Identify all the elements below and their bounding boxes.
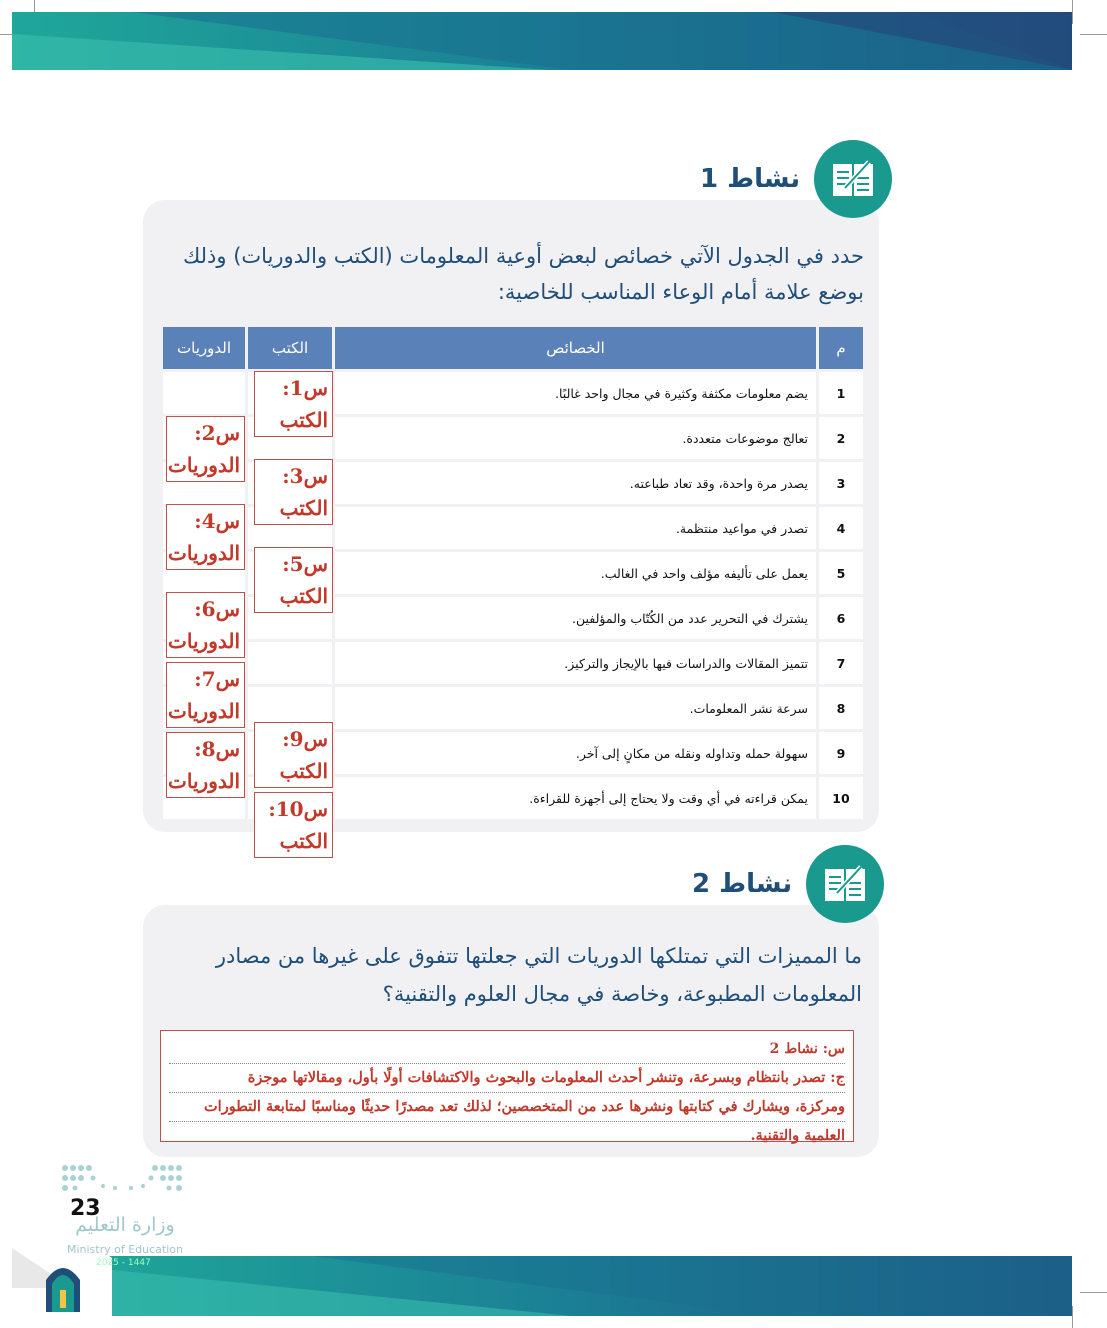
row-num: 5: [819, 552, 863, 594]
activity2-question: ما المميزات التي تمتلكها الدوريات التي جعلتها تتفوق على غيرها من مصادر المعلومات المطبوعة، وخاصة في مجال العلوم والتقنية؟: [215, 944, 862, 1006]
answer-value: الدوريات: [168, 769, 240, 793]
row-num: 7: [819, 642, 863, 684]
bottom-banner: [12, 1256, 1072, 1316]
row-property: سهولة حمله وتداوله ونقله من مكانٍ إلى آخر.: [335, 732, 816, 774]
answer-label: س2:: [194, 421, 240, 445]
answer-label: س3:: [282, 464, 328, 488]
page-number: 23: [70, 1196, 101, 1221]
row-property: يضم معلومات مكثفة وكثيرة في مجال واحد غالبًا.: [335, 372, 816, 414]
answer-value: الكتب: [279, 496, 328, 520]
answer-box-q8[interactable]: [166, 732, 245, 798]
answer-line: العلمية والتقنية.: [750, 1127, 845, 1144]
row-num: 4: [819, 507, 863, 549]
answer-label: س5:: [282, 552, 328, 576]
notebook-pen-icon: [829, 158, 877, 200]
answer-value: الدوريات: [168, 541, 240, 565]
row-property: تعالج موضوعات متعددة.: [335, 417, 816, 459]
notebook-pen-icon: [821, 863, 869, 905]
answer-box-q1[interactable]: [254, 371, 333, 437]
crop-mark: [1072, 0, 1073, 24]
emblem-icon: [40, 1254, 86, 1314]
answer-value: الكتب: [279, 584, 328, 608]
crop-mark: [1080, 1292, 1107, 1293]
answer-box-q6[interactable]: [166, 592, 245, 658]
row-num: 2: [819, 417, 863, 459]
answer-label: س1:: [282, 376, 328, 400]
row-property: يمكن قراءته في أي وقت ولا يحتاج إلى أجهزة للقراءة.: [335, 777, 816, 819]
answer-line: ج: تصدر بانتظام وبسرعة، وتنشر أحدث المعلومات والبحوث والاكتشافات أولًا بأول، ومقالاتها موجزة: [169, 1064, 845, 1093]
activity2-header: [692, 845, 884, 923]
answer-label: س6:: [194, 597, 240, 621]
answer-value: الدوريات: [168, 453, 240, 477]
answer-box-q4[interactable]: [166, 504, 245, 570]
answer-label: س9:: [282, 727, 328, 751]
books-cell: [248, 642, 332, 684]
activity1-header: [700, 140, 892, 218]
answer-value: الدوريات: [168, 699, 240, 723]
ministry-name-en: Ministry of Education: [66, 1243, 183, 1256]
answer-line: س: نشاط 2: [169, 1035, 845, 1064]
answer-box-q3[interactable]: [254, 459, 333, 525]
top-banner: [12, 12, 1072, 70]
row-num: 10: [819, 777, 863, 819]
row-num: 9: [819, 732, 863, 774]
answer-label: س8:: [194, 737, 240, 761]
activity2-badge: [806, 845, 884, 923]
answer-line: ومركزة، ويشارك في كتابتها ونشرها عدد من المتخصصين؛ لذلك تعد مصدرًا حديثًا ومناسبًا لمتابعة التطورات: [169, 1093, 845, 1122]
header-books: الكتب: [248, 327, 332, 369]
table-row: [163, 642, 863, 684]
header-property: الخصائص: [335, 327, 816, 369]
row-property: تصدر في مواعيد منتظمة.: [335, 507, 816, 549]
header-num: م: [819, 327, 863, 369]
table-header-row: [163, 327, 863, 369]
row-property: سرعة نشر المعلومات.: [335, 687, 816, 729]
answer-box-q2[interactable]: [166, 416, 245, 482]
activity1-question: حدد في الجدول الآتي خصائص لبعض أوعية المعلومات (الكتب والدوريات) وذلك بوضع علامة أمام الوعاء المناسب للخاصية:: [182, 244, 864, 304]
activity2-answer-box[interactable]: [160, 1030, 854, 1142]
answer-box-q10[interactable]: [254, 792, 333, 858]
row-num: 8: [819, 687, 863, 729]
answer-box-q9[interactable]: [254, 722, 333, 788]
answer-label: س10:: [268, 797, 328, 821]
answer-label: س7:: [194, 667, 240, 691]
answer-value: الدوريات: [168, 629, 240, 653]
row-property: يشترك في التحرير عدد من الكُتّاب والمؤلفين.: [335, 597, 816, 639]
answer-label: س4:: [194, 509, 240, 533]
crop-mark: [1072, 1306, 1073, 1328]
row-property: يعمل على تأليفه مؤلف واحد في الغالب.: [335, 552, 816, 594]
answer-box-q5[interactable]: [254, 547, 333, 613]
crop-mark: [1080, 34, 1107, 35]
row-property: تتميز المقالات والدراسات فيها بالإيجاز والتركيز.: [335, 642, 816, 684]
answer-value: الكتب: [279, 759, 328, 783]
activity1-badge: [814, 140, 892, 218]
ministry-name-ar: وزارة التعليم: [75, 1214, 175, 1236]
answer-value: الكتب: [279, 829, 328, 853]
row-num: 3: [819, 462, 863, 504]
activity2-title: نشاط 2: [692, 869, 793, 899]
header-periodicals: الدوريات: [163, 327, 245, 369]
row-property: يصدر مرة واحدة، وقد تعاد طباعته.: [335, 462, 816, 504]
row-num: 1: [819, 372, 863, 414]
periodicals-cell: [163, 372, 245, 414]
row-num: 6: [819, 597, 863, 639]
activity1-title: نشاط 1: [700, 164, 801, 194]
edition-year: 2025 - 1447: [96, 1258, 151, 1268]
answer-value: الكتب: [279, 408, 328, 432]
answer-box-q7[interactable]: [166, 662, 245, 728]
